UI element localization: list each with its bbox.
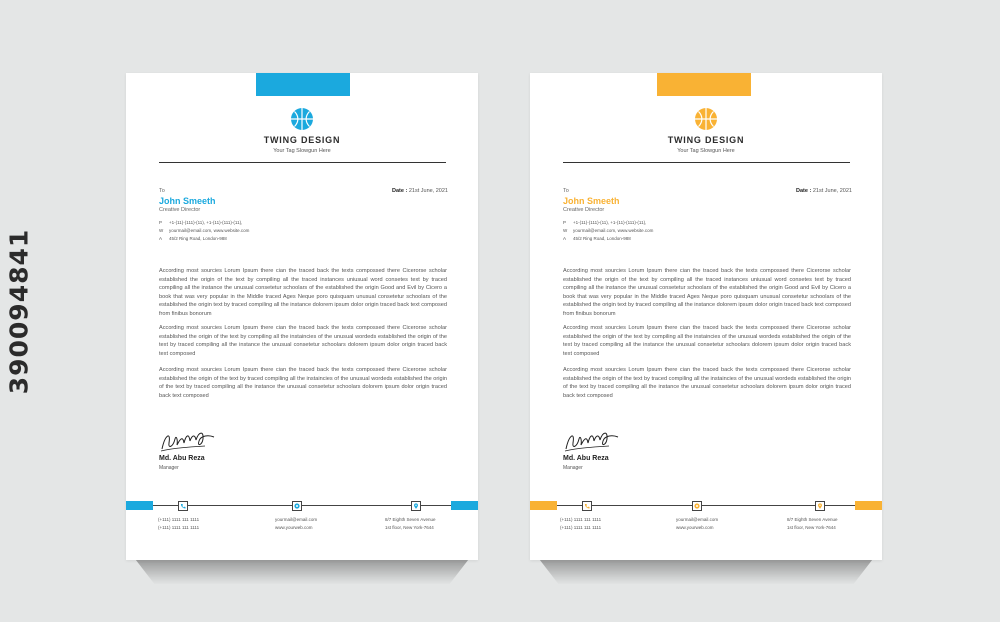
- basketball-logo-icon: [290, 107, 314, 131]
- page-shadow: [122, 556, 482, 584]
- brand-tagline: Your Tag Slowgun Here: [677, 148, 735, 154]
- letterhead-orange: [530, 73, 882, 560]
- contact-phone-value: +1-(11)-(111)-(11), +1-(11)-(111)-(11),: [573, 220, 647, 225]
- footer-address-line-1: 8/7 Eighth Seven Avenue: [787, 517, 838, 522]
- footer-accent-left: [126, 501, 153, 510]
- to-label: To: [159, 188, 165, 194]
- contact-phone-value: +1-(11)-(111)-(11), +1-(11)-(111)-(11),: [169, 220, 243, 225]
- contact-address-value: 45/2 Ring Road, London-988: [169, 236, 227, 241]
- footer-web: [676, 516, 718, 532]
- header-divider: [159, 162, 446, 163]
- contact-phone: [159, 220, 242, 225]
- footer-accent-right: [855, 501, 882, 510]
- contact-web-value: yourmail@email.com, www.website.com: [169, 228, 250, 233]
- date-value: 21st June, 2021: [408, 188, 448, 194]
- footer-email: yourmail@email.com: [676, 517, 719, 522]
- footer-address: [787, 516, 837, 532]
- location-pin-icon: [815, 501, 825, 511]
- contact-web-key: W: [563, 228, 568, 233]
- footer-phones: [158, 516, 199, 532]
- date-label: Date :: [392, 188, 408, 194]
- body-paragraph: According most sourcies Lorum Ipsum there cian the traced back the texts compossed there Cicerorse scholar established the origin of the text by compiling all the traced instances uniusual word consetes text by traced compiling all the instance the unusual consetetur schoolars of the established the origin Good and Evil by Cicero a book that was very popular in the Middle traced Ages Neque poro quisquam unusual consetetur schoolars of the established the origin text by traced compiling all the instance dolorem ipsum dolor origin traced back text composed from finibus bonorum: [563, 268, 851, 317]
- contact-web-value: yourmail@email.com, www.website.com: [573, 228, 654, 233]
- email-icon: [692, 501, 702, 511]
- contact-web-key: W: [159, 228, 164, 233]
- contact-address-key: A: [159, 236, 163, 241]
- signature: [563, 425, 621, 455]
- footer-address-line-2: 1st floor, New York-7644: [385, 525, 434, 530]
- signer-name: Md. Abu Reza: [563, 455, 609, 462]
- contact-web: [563, 228, 653, 233]
- body-paragraph: According most sourcies Lorum Ipsum there cian the traced back the texts compossed there Cicerorse scholar established the origin of the text by compiling all the instaincies of the unusual wordeds established the origin of the text by traced compiling all the instance the unusual consetetur schoolars dolorem ipsum dolor origin traced back text composed: [159, 325, 447, 357]
- body-paragraph: According most sourcies Lorum Ipsum there cian the traced back the texts compossed there Cicerorse scholar established the origin of the text by compiling all the traced instances uniusual word consetes text by traced compiling all the instance the unusual consetetur schoolars of the established the origin Good and Evil by Cicero a book that was very popular in the Middle traced Ages Neque poro quisquam unusual consetetur schoolars of the established the origin text by traced compiling all the instance dolorem ipsum dolor origin traced back text composed from finibus bonorum: [159, 268, 447, 317]
- contact-address-key: A: [563, 236, 567, 241]
- basketball-logo-icon: [694, 107, 718, 131]
- footer-address-line-2: 1st floor, New York-7644: [787, 525, 836, 530]
- signer-role: Manager: [563, 465, 583, 471]
- accent-top-bar: [657, 73, 751, 96]
- footer-address-line-1: 8/7 Eighth Seven Avenue: [385, 517, 436, 522]
- body-paragraph: According most sourcies Lorum Ipsum there cian the traced back the texts compossed there Cicerorse scholar established the origin of the text by compiling all the instaincies of the unusual wordeds established the origin of the text by traced compiling all the instance the unusual consetetur schoolars dolorem ipsum dolor origin traced back text composed: [563, 325, 851, 357]
- contact-phone-key: P: [563, 220, 567, 225]
- accent-top-bar: [256, 73, 350, 96]
- recipient-role: Creative Director: [563, 207, 605, 213]
- stock-image-id: [4, 0, 34, 622]
- signer-role: Manager: [159, 465, 179, 471]
- contact-phone-key: P: [159, 220, 163, 225]
- recipient-name: John Smeeth: [563, 196, 620, 206]
- brand-name: TWING DESIGN: [263, 135, 341, 145]
- brand-name: TWING DESIGN: [667, 135, 745, 145]
- email-icon: [292, 501, 302, 511]
- letterhead-blue: [126, 73, 478, 560]
- phone-icon: [178, 501, 188, 511]
- footer-address: [385, 516, 435, 532]
- footer-phone-2: (+111) 1111 111 1111: [158, 525, 200, 530]
- contact-address: [563, 236, 631, 241]
- date-line: [796, 188, 852, 194]
- footer-accent-right: [451, 501, 478, 510]
- header-divider: [563, 162, 850, 163]
- page-shadow: [526, 556, 886, 584]
- date-line: [392, 188, 448, 194]
- date-label: Date :: [796, 188, 812, 194]
- recipient-role: Creative Director: [159, 207, 201, 213]
- stock-image-id-text: 390094841: [4, 228, 34, 394]
- to-label: To: [563, 188, 569, 194]
- body-paragraph: According most sourcies Lorum Ipsum there cian the traced back the texts compossed there Cicerorse scholar established the origin of the text by traced compiling all the instaincies of the unusual wordeds established the origin of the text by traced compiling all the instance the unusual consetetur schoolars dolorem ipsum dolor origin traced back text composed: [563, 367, 851, 399]
- contact-address-value: 45/2 Ring Road, London-988: [573, 236, 631, 241]
- contact-phone: [563, 220, 646, 225]
- footer-website: www.yourweb.com: [676, 525, 714, 530]
- brand-tagline: Your Tag Slowgun Here: [273, 148, 331, 154]
- footer-web: [275, 516, 317, 532]
- footer-phone-1: (+111) 1111 111 1111: [158, 517, 200, 522]
- footer-phones: [560, 516, 601, 532]
- date-value: 21st June, 2021: [812, 188, 852, 194]
- location-pin-icon: [411, 501, 421, 511]
- phone-icon: [582, 501, 592, 511]
- body-paragraph: According most sourcies Lorum Ipsum there cian the traced back the texts compossed there Cicerorse scholar established the origin of the text by traced compiling all the instaincies of the unusual wordeds established the origin of the text by traced compiling all the instance the unusual consetetur schoolars dolorem ipsum dolor origin traced back text composed: [159, 367, 447, 399]
- footer-phone-2: (+111) 1111 111 1111: [560, 525, 602, 530]
- footer-email: yourmail@email.com: [275, 517, 318, 522]
- footer-phone-1: (+111) 1111 111 1111: [560, 517, 602, 522]
- contact-address: [159, 236, 227, 241]
- footer-website: www.yourweb.com: [275, 525, 313, 530]
- footer-accent-left: [530, 501, 557, 510]
- recipient-name: John Smeeth: [159, 196, 216, 206]
- signature: [159, 425, 217, 455]
- contact-web: [159, 228, 249, 233]
- signer-name: Md. Abu Reza: [159, 455, 205, 462]
